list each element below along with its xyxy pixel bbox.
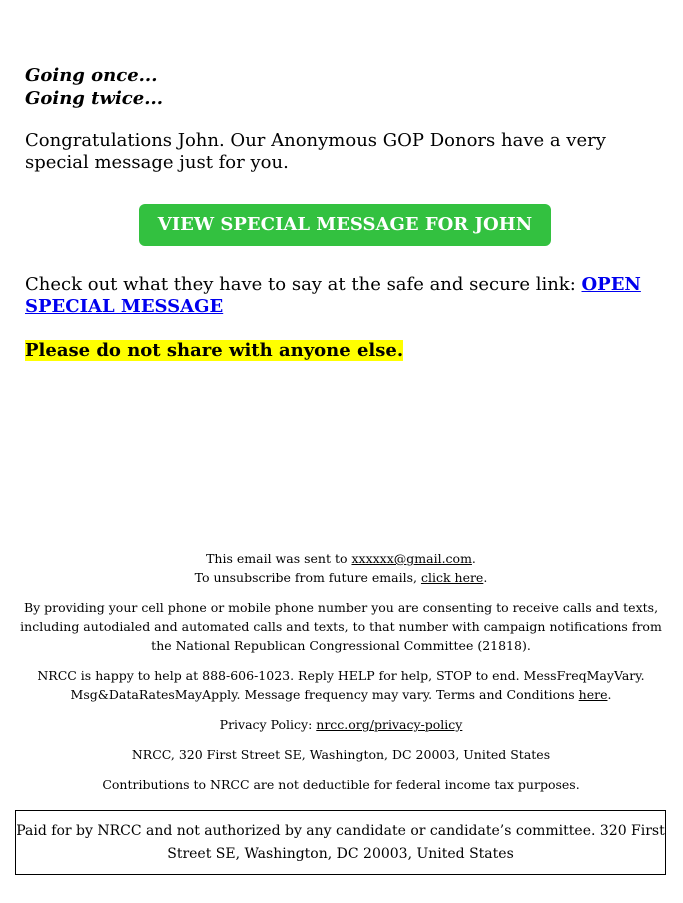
cta-container — [25, 204, 665, 246]
email-body — [25, 64, 665, 362]
paid-for-text: Paid for by NRCC and not authorized by any candidate or candidate’s committee. 320 First Street SE, Washington, DC 20003, United States — [16, 823, 665, 862]
privacy-block — [12, 715, 670, 734]
view-special-message-button[interactable]: VIEW SPECIAL MESSAGE FOR JOHN — [139, 204, 551, 246]
help-text: NRCC is happy to help at 888-606-1023. Reply HELP for help, STOP to end. MessFreqMayVary. Msg&DataRatesMayApply. Message frequency may vary. Terms and Conditions — [37, 668, 645, 702]
checkout-paragraph — [25, 274, 665, 318]
terms-link[interactable]: here — [578, 687, 608, 702]
privacy-policy-link[interactable]: nrcc.org/privacy-policy — [316, 717, 463, 732]
unsubscribe-prefix: To unsubscribe from future emails, — [194, 570, 421, 585]
consent-text: By providing your cell phone or mobile phone number you are consenting to receive calls and texts, including autodialed and automated calls and texts, to that number with campaign notifications from the National Republican Congressional Committee (21818). — [20, 600, 662, 653]
help-block — [12, 666, 670, 704]
congrats-text: Congratulations John. Our Anonymous GOP Donors have a very special message just for you. — [25, 130, 606, 173]
sent-to-prefix: This email was sent to — [206, 551, 352, 566]
email-footer — [12, 549, 670, 805]
paid-for-disclaimer-box — [15, 810, 666, 875]
sent-to-block — [12, 549, 670, 587]
going-twice-text: Going twice... — [25, 88, 164, 109]
checkout-text: Check out what they have to say at the safe and secure link: — [25, 274, 582, 295]
sent-to-suffix: . — [471, 551, 476, 566]
open-special-message-link[interactable]: OPEN SPECIAL MESSAGE — [25, 274, 641, 317]
address-text: NRCC, 320 First Street SE, Washington, DC 20003, United States — [131, 747, 551, 762]
going-once-text: Going once... — [25, 65, 158, 86]
unsubscribe-link[interactable]: click here — [420, 570, 484, 585]
recipient-email-link[interactable]: xxxxxx@gmail.com — [351, 551, 472, 566]
privacy-prefix: Privacy Policy: — [219, 717, 317, 732]
intro-heading — [25, 64, 665, 110]
do-not-share-text: Please do not share with anyone else. — [25, 340, 404, 361]
unsubscribe-suffix: . — [483, 570, 488, 585]
do-not-share-notice — [25, 340, 665, 362]
terms-suffix: . — [607, 687, 612, 702]
tax-note-text: Contributions to NRCC are not deductible for federal income tax purposes. — [102, 777, 580, 792]
